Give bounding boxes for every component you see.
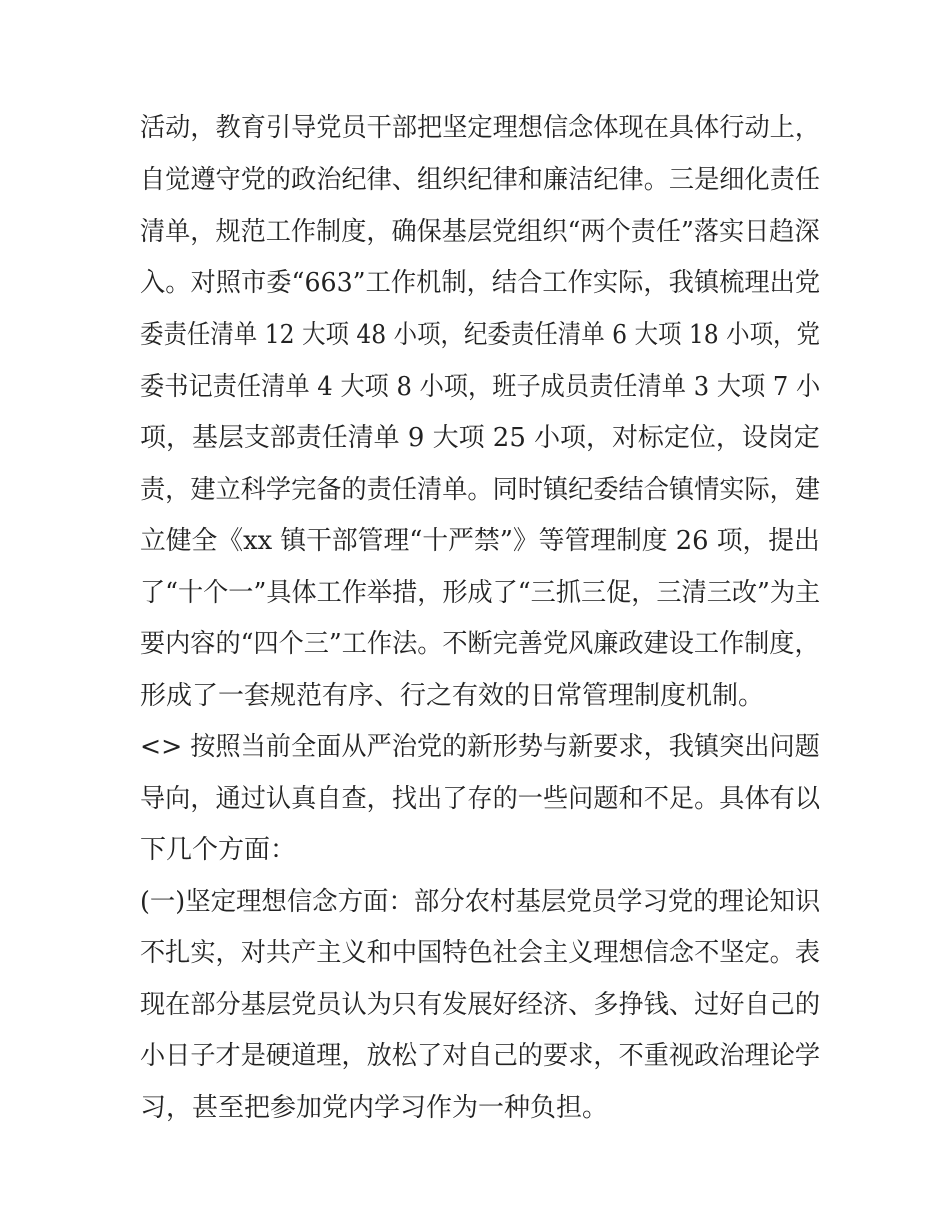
text-line-5: 委责任清单 12 大项 48 小项，纪委责任清单 6 大项 18 小项，党 [140, 320, 820, 350]
text-line-19: 小日子才是硬道理，放松了对自己的要求，不重视政治理论学 [140, 1041, 821, 1071]
text-line-16: (一)坚定理想信念方面：部分农村基层党员学习党的理论知识 [140, 887, 821, 917]
text-line-18: 现在部分基层党员认为只有发展好经济、多挣钱、过好自己的 [140, 990, 821, 1020]
text-line-15: 下几个方面： [140, 835, 297, 865]
text-line-3: 清单，规范工作制度，确保基层党组织“两个责任”落实日趋深 [140, 217, 820, 247]
text-line-11: 要内容的“四个三”工作法。不断完善党风廉政建设工作制度， [140, 629, 820, 659]
text-line-17: 不扎实，对共产主义和中国特色社会主义理想信念不坚定。表 [140, 938, 821, 968]
text-line-7: 项，基层支部责任清单 9 大项 25 小项，对标定位，设岗定 [140, 423, 820, 453]
text-line-10: 了“十个一”具体工作举措，形成了“三抓三促，三清三改”为主 [140, 578, 821, 608]
text-line-13: <> 按照当前全面从严治党的新形势与新要求，我镇突出问题 [140, 732, 820, 762]
text-line-4: 入。对照市委“663”工作机制，结合工作实际，我镇梳理出党 [140, 268, 821, 298]
text-line-14: 导向，通过认真自查，找出了存的一些问题和不足。具体有以 [140, 784, 821, 814]
text-line-20: 习，甚至把参加党内学习作为一种负担。 [140, 1093, 609, 1123]
text-line-6: 委书记责任清单 4 大项 8 小项，班子成员责任清单 3 大项 7 小 [140, 372, 821, 402]
text-line-8: 责，建立科学完备的责任清单。同时镇纪委结合镇情实际，建 [140, 475, 821, 505]
text-line-9: 立健全《xx 镇干部管理“十严禁”》等管理制度 26 项，提出 [140, 526, 820, 556]
text-line-2: 自觉遵守党的政治纪律、组织纪律和廉洁纪律。三是细化责任 [140, 165, 821, 195]
text-line-1: 活动，教育引导党员干部把坚定理想信念体现在具体行动上， [140, 113, 821, 143]
text-line-12: 形成了一套规范有序、行之有效的日常管理制度机制。 [140, 681, 765, 711]
